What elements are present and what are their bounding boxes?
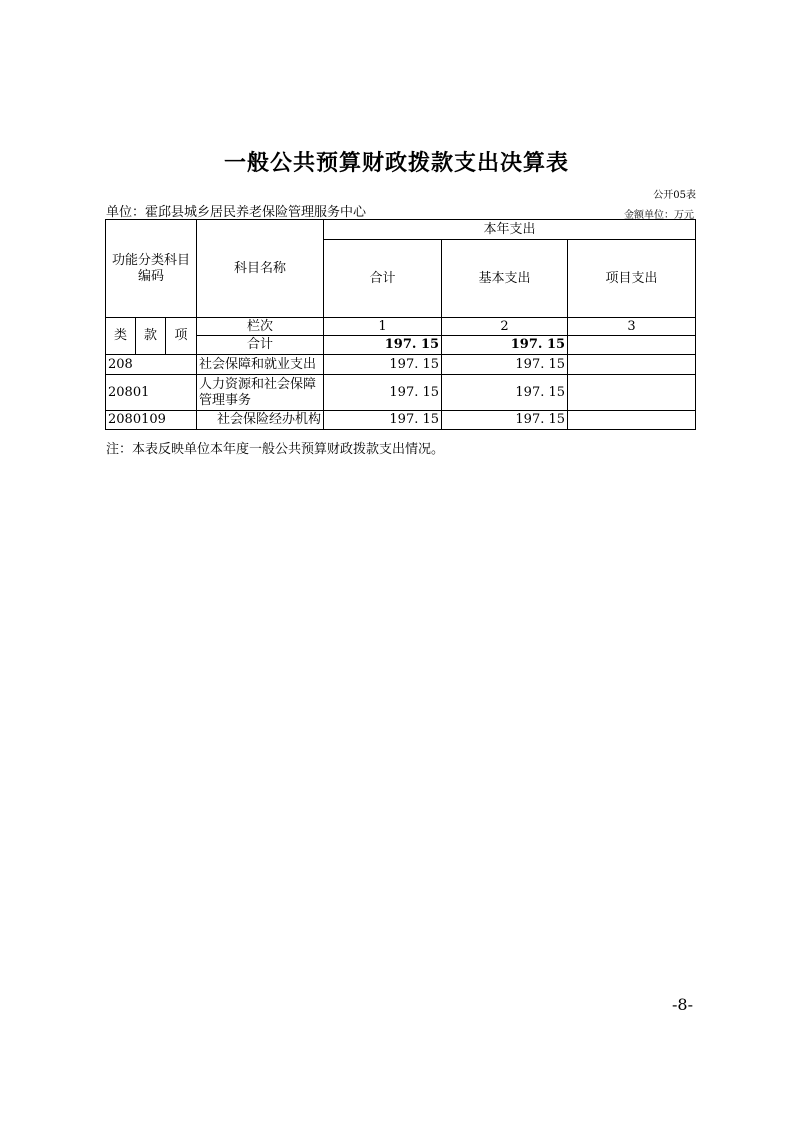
unit-name: 单位：霍邱县城乡居民养老保险管理服务中心	[106, 205, 367, 220]
total-amount: 197. 15	[324, 336, 442, 355]
row-basic: 197. 15	[442, 375, 568, 411]
header-kuan: 款	[136, 318, 166, 355]
header-project: 项目支出	[568, 240, 696, 318]
col-number-1: 1	[324, 318, 442, 336]
header-basic: 基本支出	[442, 240, 568, 318]
row-project	[568, 355, 696, 375]
total-project	[568, 336, 696, 355]
row-name: 社会保障和就业支出	[197, 355, 324, 375]
row-project	[568, 375, 696, 411]
header-total: 合计	[324, 240, 442, 318]
header-subject-name: 科目名称	[197, 220, 324, 318]
page-title: 一般公共预算财政拨款支出决算表	[223, 151, 569, 176]
row-code: 208	[106, 355, 197, 375]
row-basic: 197. 15	[442, 355, 568, 375]
row-name: 社会保险经办机构	[197, 411, 324, 430]
row-project	[568, 411, 696, 430]
row-code: 20801	[106, 375, 197, 411]
header-column-order: 栏次	[197, 318, 324, 336]
row-name: 人力资源和社会保障管理事务	[197, 375, 324, 411]
total-basic: 197. 15	[442, 336, 568, 355]
table-row	[106, 375, 696, 411]
header-lei: 类	[106, 318, 136, 355]
row-total: 197. 15	[324, 355, 442, 375]
col-number-2: 2	[442, 318, 568, 336]
row-code: 2080109	[106, 411, 197, 430]
table-note: 注：本表反映单位本年度一般公共预算财政拨款支出情况。	[106, 442, 445, 457]
table-row	[106, 355, 696, 375]
expenditure-table	[105, 219, 696, 430]
row-basic: 197. 15	[442, 411, 568, 430]
page-number: -8-	[672, 995, 693, 1014]
total-label: 合计	[197, 336, 324, 355]
header-xiang: 项	[166, 318, 197, 355]
amount-unit: 金额单位：万元	[624, 210, 694, 221]
col-number-3: 3	[568, 318, 696, 336]
header-current-year: 本年支出	[324, 220, 696, 240]
row-total: 197. 15	[324, 375, 442, 411]
row-total: 197. 15	[324, 411, 442, 430]
form-code: 公开05表	[653, 190, 696, 201]
header-func-code: 功能分类科目编码	[106, 220, 197, 318]
table-row	[106, 411, 696, 430]
